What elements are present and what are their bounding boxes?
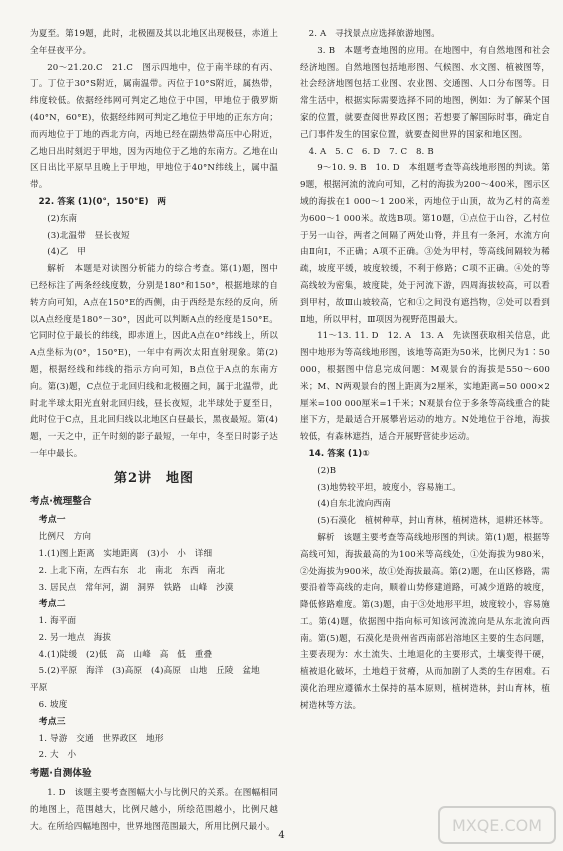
left-paragraph: 1.(1)图上距离 实地距离 (3)小 小 详细 — [38, 548, 213, 559]
watermark-logo — [437, 803, 557, 847]
left-paragraph: 2. 大 小 — [38, 750, 77, 761]
page-number: 4 — [278, 830, 285, 841]
left-paragraph: 20～21.20.C 21.C 图示四地中，位于南半球的有丙、丁。丁位于30°S附近，属南温带。丙位于10°S附近，属热带，纬度较低。依据经纬网可判定乙地位于中国，甲地位于俄罗斯(40°N，60°E)，依据经纬网可判定乙地位于甲地的正东方向；而丙地位于丁地的西北方向，丙地已经在副热带高压中心附近，乙地日出时刻迟于甲地，因为丙地位于乙地的东南方。乙地在山区日出比平原早且晚上于甲地，甲地位于40°N纬线上，属中温带。 — [30, 62, 278, 191]
right-paragraph: 4. A 5. C 6. D 7. C 8. B — [308, 146, 434, 157]
left-paragraph: 5.(2)平原 海洋 (3)高原 (4)高原 山地 丘陵 盆地 — [38, 666, 260, 677]
left-paragraph: 考点三 — [38, 716, 66, 727]
right-column — [300, 26, 550, 715]
right-paragraph: (4)自东北流向西南 — [317, 499, 392, 510]
left-paragraph: 2. 上北下南，左西右东 北 南北 东西 南北 — [38, 565, 225, 576]
left-paragraph: 1. 导游 交通 世界政区 地形 — [38, 733, 164, 744]
left-paragraph: 比例尺 方向 — [38, 532, 92, 543]
left-paragraph: 3. 居民点 常年河，湖 洞界 铁路 山峰 沙漠 — [38, 582, 234, 593]
right-paragraph: 解析 该题主要考查等高线地形图的判读。第(1)题，根据等高线可知，海拔最高的为100米等高线处，①处海拔为980米，②处海拔为900米，故①处海拔最高。第(2)题，在山区修路，需要沿着等高线的走向，顺着山势修建道路，可减少道路的坡度，降低修路难度。第(3)题，由于③处地形平坦，坡度较小，容易施工。第(4)题，依据图中指向标可知该河流流向是从东北流向西南。第(5)题，石漠化是贵州省西南部岩溶地区主要的生态问题，主要表现为：水土流失、土地退化的主要形式，土壤变得干硬，植被退化破坏，土地趋于贫瘠，从而加剧了人类的生存困难。石漠化治理应遵循水土保持的基本原则，植树造林，封山育林，植树造林等方法。 — [300, 532, 550, 711]
left-paragraph: 2. 另一地点 海拔 — [38, 632, 112, 643]
svg-text:MXQE.COM: MXQE.COM — [451, 816, 543, 835]
left-paragraph: 6. 坡度 — [38, 700, 68, 711]
right-paragraph: (2)B — [317, 465, 337, 476]
left-paragraph: 4.(1)陡缓 (2)低 高 山峰 高 低 重叠 — [38, 649, 213, 660]
left-paragraph: 第2讲 地图 — [113, 470, 195, 486]
left-paragraph: 考点二 — [38, 599, 66, 610]
right-paragraph: 9～10. 9. B 10. D 本组题考查等高线地形图的判读。第9题，根据河流的流向可知，乙村的海拔为200～400米，图示区域的海拔在1 000～1 200米，丙地位于山顶，故为乙村的高差为600～1 000米。故选B项。第10题，①点位于山谷，乙村位于另一山谷，两者之间隔了两处山脊，并且有一条河，水流方向由Ⅱ向Ⅰ，不正确；A项不正确。③处为甲村，等高线间隔较为稀疏，坡度平缓，坡度较缓，不利于修路；C项不正确。④处的等高线较为密集，坡度陡，处于河流下游，四周海拔较高，可以看到甲村，故Ⅲ山坡较高，它和①之间没有遮挡物，②处可以看到Ⅱ地，所以甲村，Ⅲ项因为视野范围最大。 — [300, 163, 550, 325]
left-paragraph: 解析 本题是对读图分析能力的综合考查。第(1)题，图中已经标注了两条经线度数，分别是180°和150°，根据地球的自转方向可知，A点在150°E的西侧，由于西经是东经的反向，所以A点经度是180°－30°，因此可以判断A点的经度是150°E。它同时位于最长的纬线，即赤道上，因此A点在0°纬线上，所以A点坐标为(0°，150°E)，一年中有两次太阳直射现象。第(2)题，根据经线和纬线的指示方向可知，B点位于A点的东南方向。第(3)题，C点位于北回归线和北极圈之间，属于北温带，此时北半球太阳光直射北回归线，昼长夜短，北半球处于夏至日，此时位于C点，且北回归线以北地区白昼最长，黑夜最短。第(4)题，一天之中，正午时刻的影子最短，一年中，冬至日时影子达一年中最长。 — [30, 264, 278, 459]
left-paragraph: 考点·梳理整合 — [30, 495, 92, 507]
right-paragraph: (5)石漠化 植树种草，封山育林，植树造林，退耕还林等。 — [317, 516, 549, 527]
left-column — [30, 26, 278, 835]
left-paragraph: 考题·自测体验 — [30, 768, 92, 780]
right-paragraph: 11～13. 11. D 12. A 13. A 先读图获取相关信息，此图中地形为等高线地形图，该地等高距为50米，比例尺为1∶50 000，根据图中信息完成问题：M观景台的海拔是550～600米；M、N两观景台的图上距离为2厘米，实地距离=50 000×2厘米=100 000厘米=1千米；N观景台位于多条等高线重合的陡崖下方，是最适合开展攀岩运动的地方。N处地位于谷地，海拔较低，有森林遮挡，适合开展野营徒步运动。 — [300, 331, 550, 443]
left-paragraph: 22. 答案 (1)(0°，150°E) 两 — [38, 196, 167, 207]
left-paragraph: (3)北温带 昼长夜短 — [47, 230, 130, 241]
left-paragraph: 平原 — [30, 683, 48, 694]
right-paragraph: 14. 答案 (1)① — [308, 448, 370, 459]
left-paragraph: (2)东南 — [47, 213, 78, 224]
left-paragraph: 1. 海平面 — [38, 616, 77, 627]
right-paragraph: (3)地势较平坦，坡度小，容易施工。 — [317, 482, 461, 493]
left-paragraph: 考点一 — [38, 515, 66, 526]
left-paragraph: 1. D 该题主要考查图幅大小与比例尺的关系。在图幅相同的地图上，范围越大，比例尺越小，所绘范围越小，比例尺越大。在所给四幅地图中，世界地图范围最大，所用比例尺最小。 — [30, 788, 278, 832]
left-paragraph: 为夏至。第19题，此时，北极圈及其以北地区出现极昼，赤道上全年昼夜平分。 — [30, 29, 278, 56]
right-paragraph: 3. B 本题考查地图的应用。在地图中，有自然地图和社会经济地图。自然地图包括地形图、气候图、水文图、植被图等，社会经济地图包括工业图、农业图、交通图、人口分布图等。日常生活中，根据实际需要选择不同的地图，例如：为了解某个国家的位置，就要查阅世界政区图；若想要了解国际时事，确定自己门事件发生的国家位置，就要查阅世界的国家和地区图。 — [300, 45, 550, 140]
right-paragraph: 2. A 寻找景点应选择旅游地图。 — [308, 29, 441, 39]
left-paragraph: (4)乙 甲 — [47, 247, 87, 258]
